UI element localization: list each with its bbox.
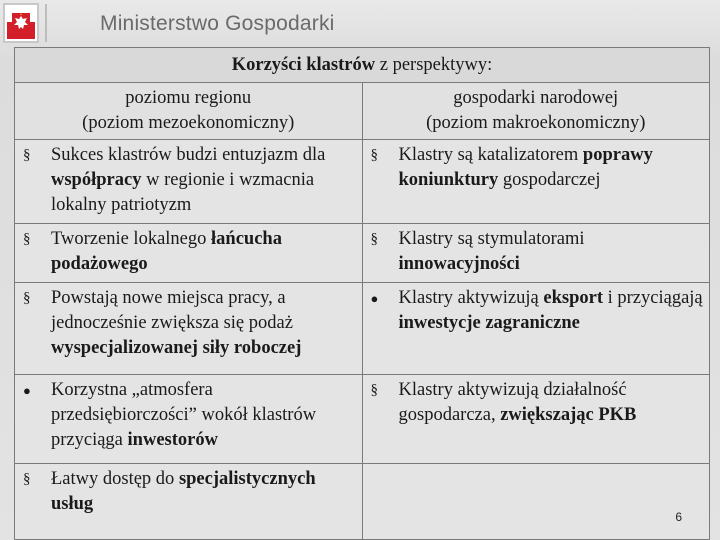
cell-left: [15, 283, 363, 375]
table-row: [15, 464, 710, 540]
list-item-text: [51, 143, 356, 218]
eagle-icon: [12, 13, 30, 35]
list-item: [23, 378, 356, 453]
cell-left: [15, 224, 363, 283]
benefits-table: [14, 47, 710, 540]
page-number: 6: [675, 510, 682, 524]
emphasized-text: specjalistycznych usług: [51, 469, 316, 514]
section-bullet-icon: §: [370, 382, 378, 398]
list-item-text: [399, 378, 704, 428]
header: [0, 0, 720, 46]
cell-right: [362, 375, 710, 464]
section-bullet-icon: §: [23, 231, 31, 247]
list-item-text: [51, 227, 356, 277]
list-item: [371, 143, 704, 193]
emphasized-text: zwiększając PKB: [500, 404, 637, 425]
polish-emblem-icon: [3, 3, 39, 43]
table-title-rest: z perspektywy:: [375, 54, 493, 75]
text-fragment: Klastry aktywizują: [398, 288, 544, 308]
text-fragment: Powstają nowe miejsca pracy, a jednocześnie zwiększa się podaż: [51, 288, 293, 333]
text-fragment: Sukces klastrów budzi entuzjazm dla: [51, 145, 326, 165]
list-item: [23, 143, 356, 218]
list-item: [371, 227, 704, 277]
column-headers: [15, 83, 710, 140]
list-item-text: [51, 286, 356, 361]
text-fragment: Klastry są stymulatorami: [398, 229, 585, 249]
table-row: [15, 140, 710, 224]
table-title-bold: Korzyści klastrów: [231, 54, 376, 75]
emphasized-text: innowacyjności: [398, 253, 520, 274]
header-separator: [45, 4, 47, 42]
emphasized-text: wyspecjalizowanej siły roboczej: [51, 337, 302, 358]
table-row: [15, 283, 710, 375]
list-item-text: [399, 227, 704, 277]
text-fragment: gospodarczej: [498, 169, 601, 190]
section-bullet-icon: §: [23, 290, 31, 306]
cell-left: [15, 375, 363, 464]
table-row: [15, 375, 710, 464]
text-fragment: Klastry są katalizatorem: [398, 145, 583, 165]
cell-right: [362, 224, 710, 283]
emphasized-text: łańcucha podażowego: [51, 229, 282, 274]
text-fragment: w regionie i wzmacnia lokalny patriotyzm: [51, 169, 315, 215]
cell-left: [15, 464, 363, 540]
text-fragment: Korzystna „atmosfera przedsiębiorczości” wokół klastrów przyciąga: [51, 380, 317, 450]
column-header-line: (poziom mezoekonomiczny): [82, 113, 295, 133]
column-header-line: (poziom makroekonomiczny): [426, 113, 646, 133]
emphasized-text: współpracy: [51, 169, 142, 190]
round-bullet-icon: ●: [370, 291, 379, 306]
column-header-regional: [15, 83, 363, 140]
emphasized-text: inwestycje zagraniczne: [398, 312, 580, 333]
list-item: [23, 286, 356, 361]
list-item-text: [399, 286, 704, 336]
cell-left: [15, 140, 363, 224]
text-fragment: Klastry aktywizują działalność gospodarcza,: [398, 380, 627, 425]
cell-right: [362, 464, 710, 540]
list-item: [23, 227, 356, 277]
column-header-national: [362, 83, 710, 140]
list-item-text: [399, 143, 704, 193]
text-fragment: Tworzenie lokalnego: [51, 229, 212, 249]
table-title-row: [15, 48, 710, 83]
round-bullet-icon: ●: [23, 383, 31, 398]
list-item: [371, 286, 704, 336]
section-bullet-icon: §: [370, 147, 378, 163]
table-row: [15, 224, 710, 283]
list-item: [23, 467, 356, 517]
table-title: [15, 48, 710, 83]
section-bullet-icon: §: [23, 147, 31, 163]
list-item: [371, 378, 704, 428]
text-fragment: Łatwy dostęp do: [51, 469, 179, 489]
list-item-text: [51, 378, 356, 453]
list-item-text: [51, 467, 356, 517]
section-bullet-icon: §: [370, 231, 378, 247]
emphasized-text: inwestorów: [127, 429, 218, 450]
cell-right: [362, 140, 710, 224]
cell-right: [362, 283, 710, 375]
emphasized-text: poprawy koniunktury: [398, 145, 653, 190]
ministry-name: Ministerstwo Gospodarki: [100, 12, 335, 35]
column-header-line: poziomu regionu: [125, 88, 252, 109]
section-bullet-icon: §: [23, 471, 31, 487]
text-fragment: i przyciągają: [603, 288, 703, 308]
emphasized-text: eksport: [543, 288, 603, 308]
column-header-line: gospodarki narodowej: [453, 88, 619, 109]
